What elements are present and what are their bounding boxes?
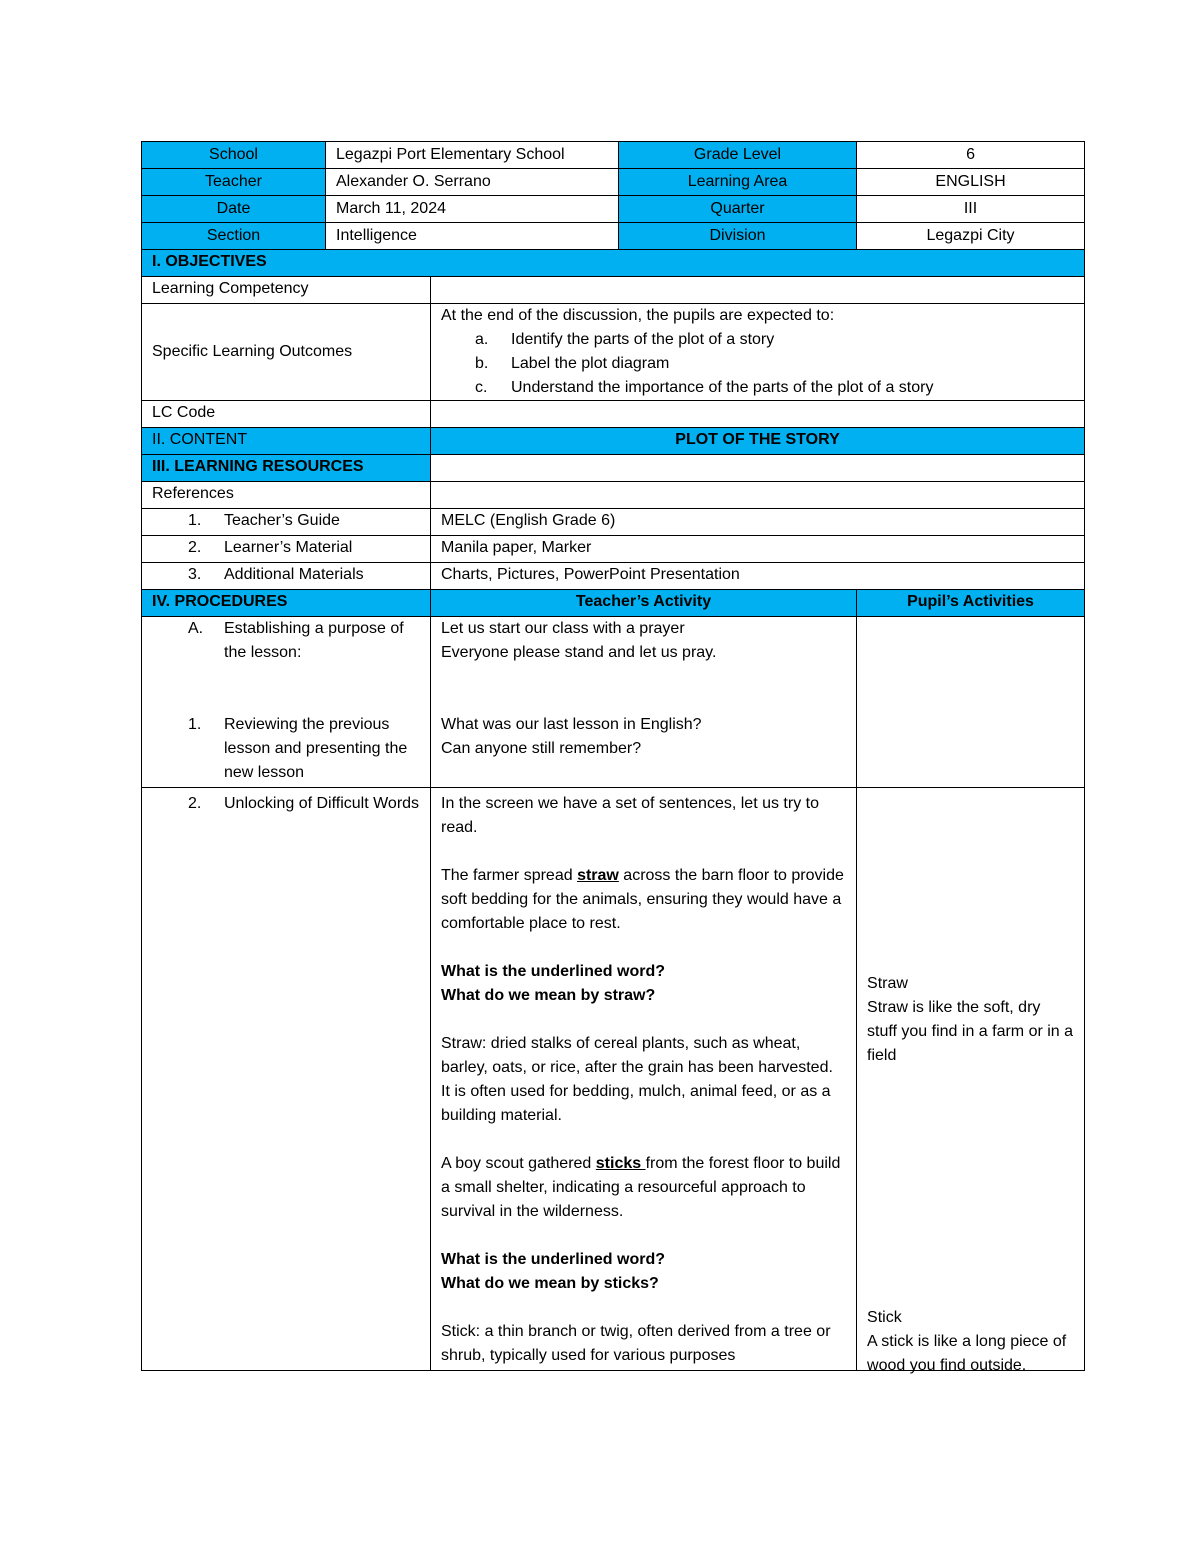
definition-stick: Stick: a thin branch or twig, often derived from a tree or shrub, typically used for various purposes [441,1323,831,1364]
sentence-text: A boy scout gathered [441,1155,596,1172]
header-row-date [142,196,1085,223]
resource-label: Teacher’s Guide [224,512,340,529]
pupil-answer-stick [867,1306,1074,1378]
teacher-label: Teacher [142,169,326,196]
pupil-activity-cell [857,617,1085,788]
resource-label-cell [142,563,431,590]
answer-text: Straw is like the soft, dry stuff you find in a farm or in a field [867,999,1074,1064]
list-item [152,713,420,785]
resource-label-cell [142,536,431,563]
prayer-line: Everyone please stand and let us pray. [441,644,717,661]
list-marker: 2. [188,539,202,556]
resource-row [142,536,1085,563]
pupil-answer-straw [867,972,1074,1068]
list-item [152,792,420,816]
school-label: School [142,142,326,169]
header-row-school [142,142,1085,169]
competency-label: Learning Competency [142,277,431,304]
teacher-activity-cell [431,617,857,788]
school-value: Legazpi Port Elementary School [326,142,619,169]
procedure-row-purpose [142,617,1085,788]
intro-text: In the screen we have a set of sentences, let us try to read. [441,795,819,836]
list-item [152,617,420,665]
quarter-value: III [857,196,1085,223]
procedure-row-unlocking [142,788,1085,1371]
list-marker: 1. [188,716,202,733]
procedure-step-cell [142,617,431,788]
header-row-teacher [142,169,1085,196]
answer-text: A stick is like a long piece of wood you find outside. [867,1333,1067,1374]
underlined-word: straw [577,867,619,884]
question: What is the underlined word? [441,1251,665,1268]
pupil-activity-header: Pupil’s Activities [857,590,1085,617]
competency-value [431,277,1085,304]
teacher-value: Alexander O. Serrano [326,169,619,196]
section-value: Intelligence [326,223,619,250]
division-value: Legazpi City [857,223,1085,250]
header-row-section [142,223,1085,250]
lc-code-label: LC Code [142,401,431,428]
outcomes-intro: At the end of the discussion, the pupils are expected to: [441,307,835,324]
list-marker: c. [475,379,488,396]
pupil-activity-cell [857,788,1085,1374]
grade-label: Grade Level [619,142,857,169]
outcomes-label: Specific Learning Outcomes [142,304,431,401]
list-text: Label the plot diagram [511,355,670,372]
list-item [441,352,1074,376]
content-row [142,428,1085,455]
review-line: Can anyone still remember? [441,740,642,757]
procedure-step-cell [142,788,431,1371]
references-value [431,482,1085,509]
sentence-straw [441,864,846,936]
outcomes-list [441,328,1074,400]
sentence-text: across the barn floor to provide soft bedding for the animals, ensuring they would have a comfortable place to rest. [441,867,844,932]
list-text: Identify the parts of the plot of a story [511,331,775,348]
resource-label: Additional Materials [224,566,364,583]
section-label: Section [142,223,326,250]
grade-value: 6 [857,142,1085,169]
resource-label-cell [142,509,431,536]
step-label: Unlocking of Difficult Words [224,795,420,812]
teacher-activity-header: Teacher’s Activity [431,590,857,617]
resource-row [142,509,1085,536]
resources-title: III. LEARNING RESOURCES [142,455,431,482]
definition-straw: Straw: dried stalks of cereal plants, such as wheat, barley, oats, or rice, after the grain has been harvested. It is often used for bedding, mulch, animal feed, or as a building material. [441,1035,833,1124]
references-row [142,482,1085,509]
lc-code-value [431,401,1085,428]
list-marker: b. [475,355,489,372]
question: What is the underlined word? [441,963,665,980]
date-value: March 11, 2024 [326,196,619,223]
step-label: Establishing a purpose of the lesson: [224,620,404,661]
underlined-word: sticks [595,1155,646,1172]
division-label: Division [619,223,857,250]
list-item [441,328,1074,352]
review-line: What was our last lesson in English? [441,716,702,733]
step-label: Reviewing the previous lesson and presenting the new lesson [224,716,408,781]
list-marker: a. [475,331,489,348]
resource-value: MELC (English Grade 6) [431,509,1085,536]
resources-heading-row [142,455,1085,482]
list-marker: A. [188,620,204,637]
resource-value: Charts, Pictures, PowerPoint Presentation [431,563,1085,590]
resource-row [142,563,1085,590]
content-value: PLOT OF THE STORY [431,428,1085,455]
area-value: ENGLISH [857,169,1085,196]
outcomes-row [142,304,1085,401]
list-marker: 3. [188,566,202,583]
sentence-text: from the forest floor to build a small shelter, indicating a resourceful approach to survival in the wilderness. [441,1155,841,1220]
question: What do we mean by straw? [441,987,656,1004]
resource-value: Manila paper, Marker [431,536,1085,563]
sentence-text: The farmer spread [441,867,578,884]
references-label: References [142,482,431,509]
outcomes-cell [431,304,1085,401]
list-item [441,376,1074,400]
lesson-plan-table [141,141,1085,1374]
procedures-heading-row [142,590,1085,617]
sentence-sticks [441,1152,846,1224]
objectives-heading-row [142,250,1085,277]
area-label: Learning Area [619,169,857,196]
answer-word: Stick [867,1309,902,1326]
date-label: Date [142,196,326,223]
content-title: II. CONTENT [142,428,431,455]
resources-title-blank [431,455,1085,482]
answer-word: Straw [867,975,908,992]
resource-label: Learner’s Material [224,539,353,556]
teacher-activity-cell [431,788,857,1371]
quarter-label: Quarter [619,196,857,223]
procedures-title: IV. PROCEDURES [142,590,431,617]
prayer-line: Let us start our class with a prayer [441,620,685,637]
list-marker: 2. [188,795,202,812]
list-text: Understand the importance of the parts of the plot of a story [511,379,934,396]
competency-row [142,277,1085,304]
question: What do we mean by sticks? [441,1275,659,1292]
objectives-title: I. OBJECTIVES [142,250,1085,277]
lesson-plan-sheet [141,141,1084,1374]
list-marker: 1. [188,512,202,529]
lc-code-row [142,401,1085,428]
